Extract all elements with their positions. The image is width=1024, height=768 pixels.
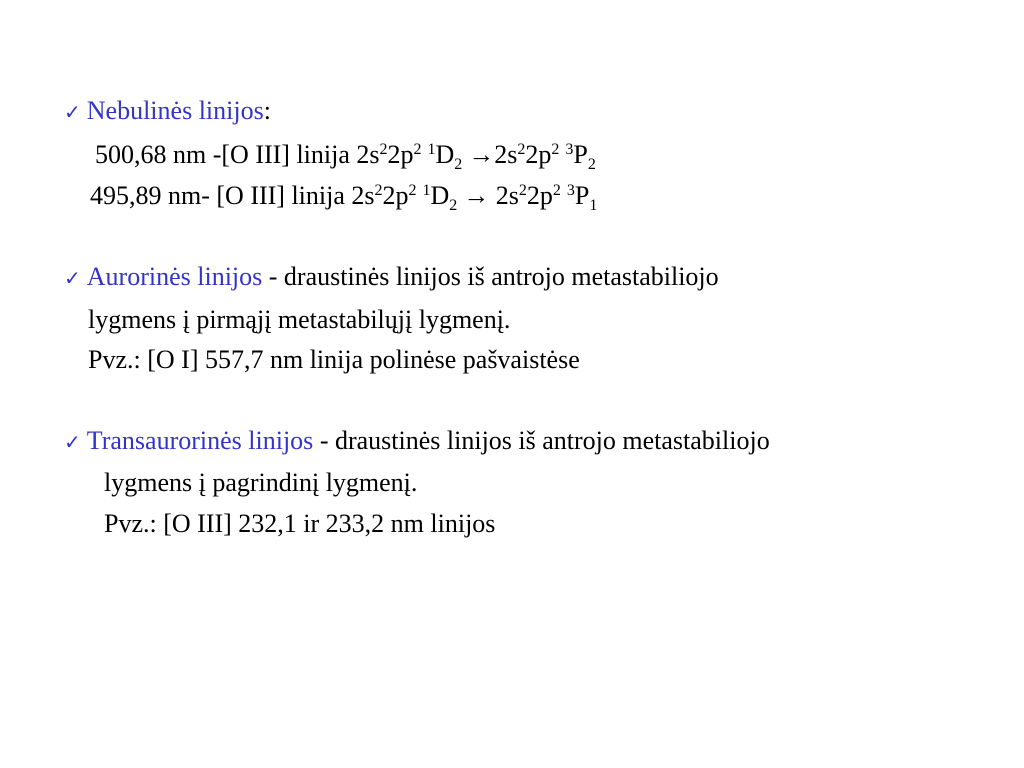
subscript: 1 <box>589 197 598 214</box>
subscript: 2 <box>587 156 596 173</box>
line-text: P <box>574 181 590 210</box>
line-text: 2p <box>382 181 409 210</box>
auroral-heading <box>64 262 719 293</box>
transauroral-line-2: lygmens į pagrindinį lygmenį. <box>104 468 418 497</box>
line-text: D <box>430 181 450 210</box>
superscript: 2 <box>518 182 527 199</box>
line-text: 2p <box>387 140 414 169</box>
subscript: 2 <box>449 197 458 214</box>
superscript: 2 <box>517 141 526 158</box>
superscript: 2 <box>374 182 383 199</box>
superscript: 3 <box>565 141 574 158</box>
line-text: 2p <box>525 140 552 169</box>
line-text: 495,89 nm- [O III] linija 2s <box>90 181 375 210</box>
check-icon: ✓ <box>64 266 81 290</box>
auroral-example: Pvz.: [O I] 557,7 nm linija polinėse pašvaistėse <box>88 345 580 374</box>
check-icon: ✓ <box>64 100 81 124</box>
subscript: 2 <box>454 156 463 173</box>
nebular-line-1 <box>95 140 596 173</box>
auroral-title: Aurorinės linijos <box>86 262 263 291</box>
transauroral-heading <box>64 426 770 457</box>
nebular-title-suffix: : <box>263 96 271 125</box>
superscript: 2 <box>408 182 417 199</box>
line-text: →2s <box>468 140 518 169</box>
line-text: → 2s <box>463 181 519 210</box>
nebular-line-2 <box>90 181 598 214</box>
superscript: 2 <box>413 141 422 158</box>
auroral-description: - draustinės linijos iš antrojo metastabiliojo <box>262 262 719 291</box>
transauroral-example: Pvz.: [O III] 232,1 ir 233,2 nm linijos <box>104 509 496 538</box>
transauroral-title: Transaurorinės linijos <box>86 426 314 455</box>
superscript: 2 <box>552 182 561 199</box>
superscript: 3 <box>566 182 575 199</box>
line-text: P <box>573 140 588 169</box>
check-icon: ✓ <box>64 430 81 454</box>
superscript: 2 <box>551 141 560 158</box>
superscript: 2 <box>379 141 388 158</box>
superscript: 1 <box>422 182 431 199</box>
nebular-title: Nebulinės linijos <box>86 96 264 125</box>
transauroral-description: - draustinės linijos iš antrojo metastabiliojo <box>313 426 770 455</box>
superscript: 1 <box>427 141 436 158</box>
nebular-heading <box>64 96 271 127</box>
line-text: 500,68 nm -[O III] linija 2s <box>95 140 380 169</box>
auroral-line-2: lygmens į pirmąjį metastabilųjį lygmenį. <box>88 305 511 334</box>
line-text: D <box>435 140 455 169</box>
line-text: 2p <box>526 181 553 210</box>
